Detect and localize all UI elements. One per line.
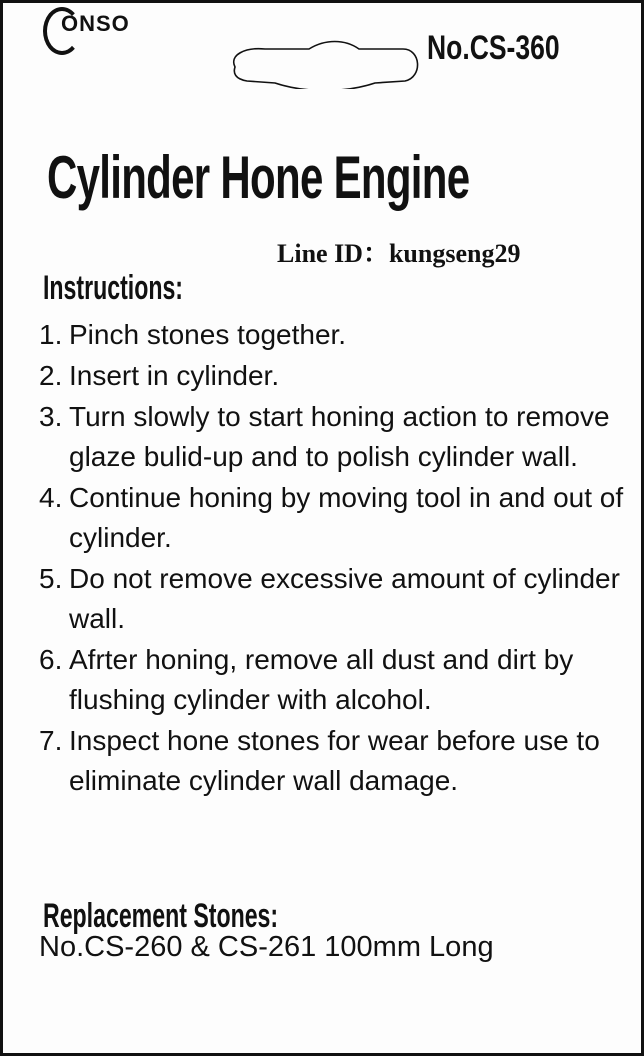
step-text: Afrter honing, remove all dust and dirt by flushing cylinder with alcohol.	[69, 644, 574, 715]
step-number: 3.	[39, 401, 63, 432]
brand-logo: ONSO	[61, 11, 130, 36]
list-item	[39, 478, 629, 558]
line-id: Line ID：kungseng29	[277, 239, 521, 268]
step-text: Pinch stones together.	[69, 319, 347, 350]
step-number: 6.	[39, 644, 63, 675]
replacement-heading: Replacement Stones:	[43, 897, 279, 935]
step-number: 2.	[39, 360, 63, 391]
list-item	[39, 315, 629, 355]
step-number: 5.	[39, 563, 63, 594]
hang-hole-outline	[225, 37, 421, 89]
list-item	[39, 356, 629, 396]
list-item	[39, 640, 629, 720]
step-number: 4.	[39, 482, 63, 513]
instructions-heading: Instructions:	[43, 269, 184, 307]
instructions-list	[39, 315, 629, 802]
step-number: 1.	[39, 319, 63, 350]
list-item	[39, 721, 629, 801]
list-item	[39, 559, 629, 639]
step-text: Insert in cylinder.	[69, 360, 280, 391]
model-number: No.CS-360	[427, 29, 560, 67]
replacement-text: No.CS-260 & CS-261 100mm Long	[39, 931, 494, 963]
step-text: Do not remove excessive amount of cylinder wall.	[69, 563, 620, 634]
step-number: 7.	[39, 725, 63, 756]
list-item	[39, 397, 629, 477]
step-text: Continue honing by moving tool in and out of cylinder.	[69, 482, 624, 553]
step-text: Turn slowly to start honing action to remove glaze bulid-up and to polish cylinder wall.	[69, 401, 610, 472]
step-text: Inspect hone stones for wear before use to eliminate cylinder wall damage.	[69, 725, 600, 796]
product-title: Cylinder Hone Engine	[47, 144, 470, 211]
